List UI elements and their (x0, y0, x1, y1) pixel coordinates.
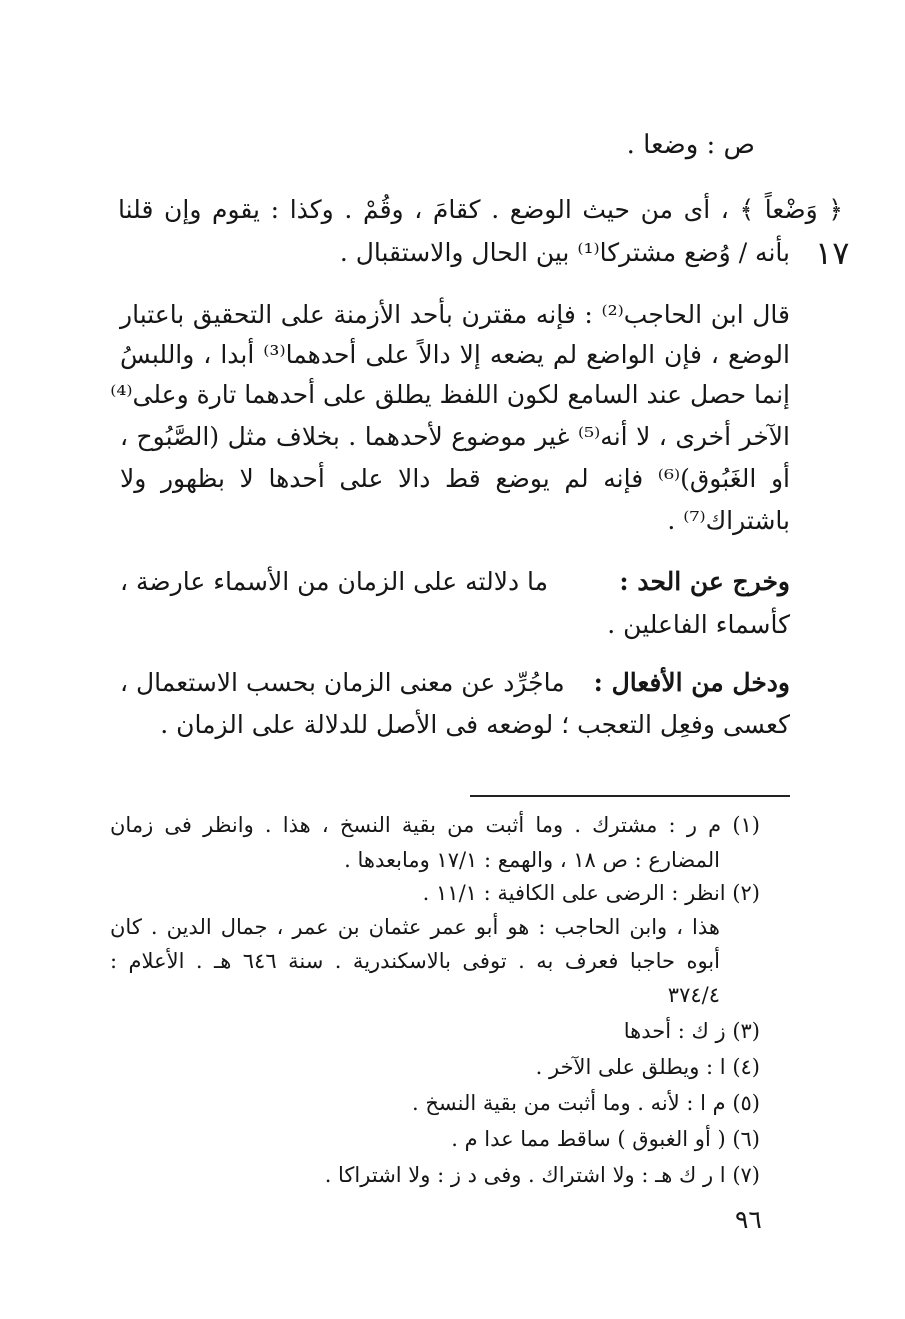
header-note: ص : وضعا . (626, 130, 755, 160)
paragraph-1-line-2: بأنه / وُضع مشتركا⁽¹⁾ بين الحال والاستقبال . (339, 238, 790, 267)
paragraph-3-line-2: كأسماء الفاعلين . (607, 610, 790, 639)
marginal-folio-number: ١٧ (815, 234, 850, 272)
paragraph-4-lead: ودخل من الأفعال : (593, 668, 790, 697)
paragraph-2-line-2: الوضع ، فإن الواضع لم يضعه إلا دالاً على أحدهما⁽³⁾ أبدا ، واللبسُ (120, 340, 790, 369)
page-number: ٩٦ (735, 1205, 762, 1234)
footnote-1-line-2: المضارع : ص ١٨ ، والهمع : ١٧/١ ومابعدها . (344, 848, 720, 872)
paragraph-2-line-4: الآخر أخرى ، لا أنه⁽⁵⁾ غير موضوع لأحدهما . بخلاف مثل (الصَّبُوح ، (120, 422, 790, 451)
paragraph-2-line-3: إنما حصل عند السامع لكون اللفظ يطلق على أحدهما تارة وعلى⁽⁴⁾ (110, 380, 790, 409)
paragraph-3-lead: وخرج عن الحد : (619, 567, 790, 596)
footnote-2-line-4: ٣٧٤/٤ (667, 983, 720, 1007)
paragraph-2-line-6: باشتراك⁽⁷⁾ . (667, 506, 790, 535)
paragraph-3-line-1 (120, 567, 790, 597)
footnote-2-line-1: (٢) انظر : الرضى على الكافية : ١١/١ . (422, 881, 760, 905)
paragraph-2-line-5: أو الغَبُوق)⁽⁶⁾ فإنه لم يوضع قط دالا على أحدها لا بظهور ولا (120, 464, 791, 493)
footnote-3: (٣) ز ك : أحدها (623, 1019, 760, 1043)
footnote-2-line-3: أبوه حاجبا فعرف به . توفى بالاسكندرية . سنة ٦٤٦ هـ . الأعلام : (110, 949, 720, 973)
paragraph-4-text: ماجُرِّد عن معنى الزمان بحسب الاستعمال ، (120, 668, 565, 697)
footnote-1-line-1: (١) م ر : مشترك . وما أثبت من بقية النسخ ، هذا . وانظر فى زمان (110, 813, 760, 837)
footnote-7: (٧) ا ر ك هـ : ولا اشتراك . وفى د ز : ولا اشتراكا . (324, 1163, 760, 1187)
footnote-5: (٥) م ا : لأنه . وما أثبت من بقية النسخ . (411, 1091, 760, 1115)
paragraph-3-text: ما دلالته على الزمان من الأسماء عارضة ، (120, 567, 549, 596)
footnote-4: (٤) ا : ويطلق على الآخر . (535, 1055, 760, 1079)
paragraph-4-line-2: كعسى وفعِل التعجب ؛ لوضعه فى الأصل للدلالة على الزمان . (160, 710, 790, 739)
paragraph-2-line-1: قال ابن الحاجب⁽²⁾ : فإنه مقترن بأحد الأزمنة على التحقيق باعتبار (120, 300, 791, 329)
footnote-6: (٦) ( أو الغبوق ) ساقط مما عدا م . (451, 1127, 760, 1151)
paragraph-1-line-1: ﴿ وَضْعاً ﴾ ، أى من حيث الوضع . كقامَ ، وقُمْ . وكذا : يقوم وإن قلنا (118, 195, 843, 224)
footnote-2-line-2: هذا ، وابن الحاجب : هو أبو عمر عثمان بن عمر ، جمال الدين . كان (110, 915, 720, 939)
paragraph-4-line-1 (120, 668, 790, 698)
footnote-separator (470, 795, 790, 797)
